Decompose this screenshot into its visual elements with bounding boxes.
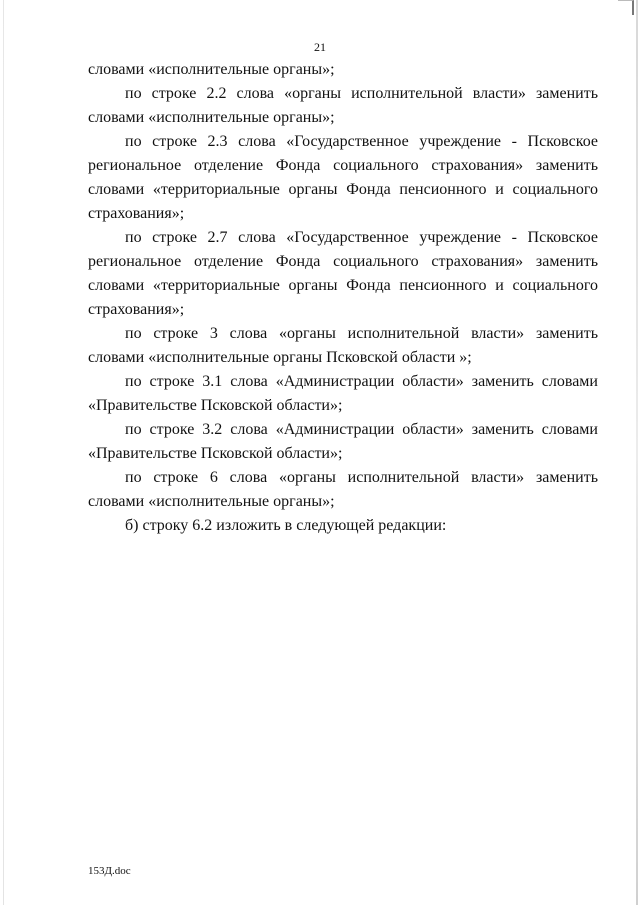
footer-filename: 153Д.doc xyxy=(88,865,131,877)
paragraph-8: б) строку 6.2 изложить в следующей редакции: xyxy=(125,517,447,534)
paragraph-5: по строке 3.1 слова «Администрации области» заменить словами «Правительстве Псковской области»; xyxy=(88,373,598,414)
paragraph-2: по строке 2.3 слова «Государственное учреждение - Псковское региональное отделение Фонда социального страхования» заменить словами «территориальные органы Фонда пенсионного и социального страхования»; xyxy=(88,133,598,222)
scan-edge-right xyxy=(636,0,638,905)
paragraph-7: по строке 6 слова «органы исполнительной власти» заменить словами «исполнительные органы»; xyxy=(88,469,598,510)
page-number: 21 xyxy=(314,40,326,54)
paragraph-3: по строке 2.7 слова «Государственное учреждение - Псковское региональное отделение Фонда социального страхования» заменить словами «территориальные органы Фонда пенсионного и социального страхования»; xyxy=(88,229,598,318)
paragraph-1: по строке 2.2 слова «органы исполнительной власти» заменить словами «исполнительные органы»; xyxy=(88,85,598,126)
scan-corner-mark xyxy=(618,0,634,15)
paragraph-0: словами «исполнительные органы»; xyxy=(88,61,335,78)
paragraph-4: по строке 3 слова «органы исполнительной власти» заменить словами «исполнительные органы Псковской области »; xyxy=(88,325,598,366)
scan-edge-left xyxy=(3,0,4,905)
document-body xyxy=(88,58,598,538)
paragraph-6: по строке 3.2 слова «Администрации области» заменить словами «Правительстве Псковской области»; xyxy=(88,421,598,462)
